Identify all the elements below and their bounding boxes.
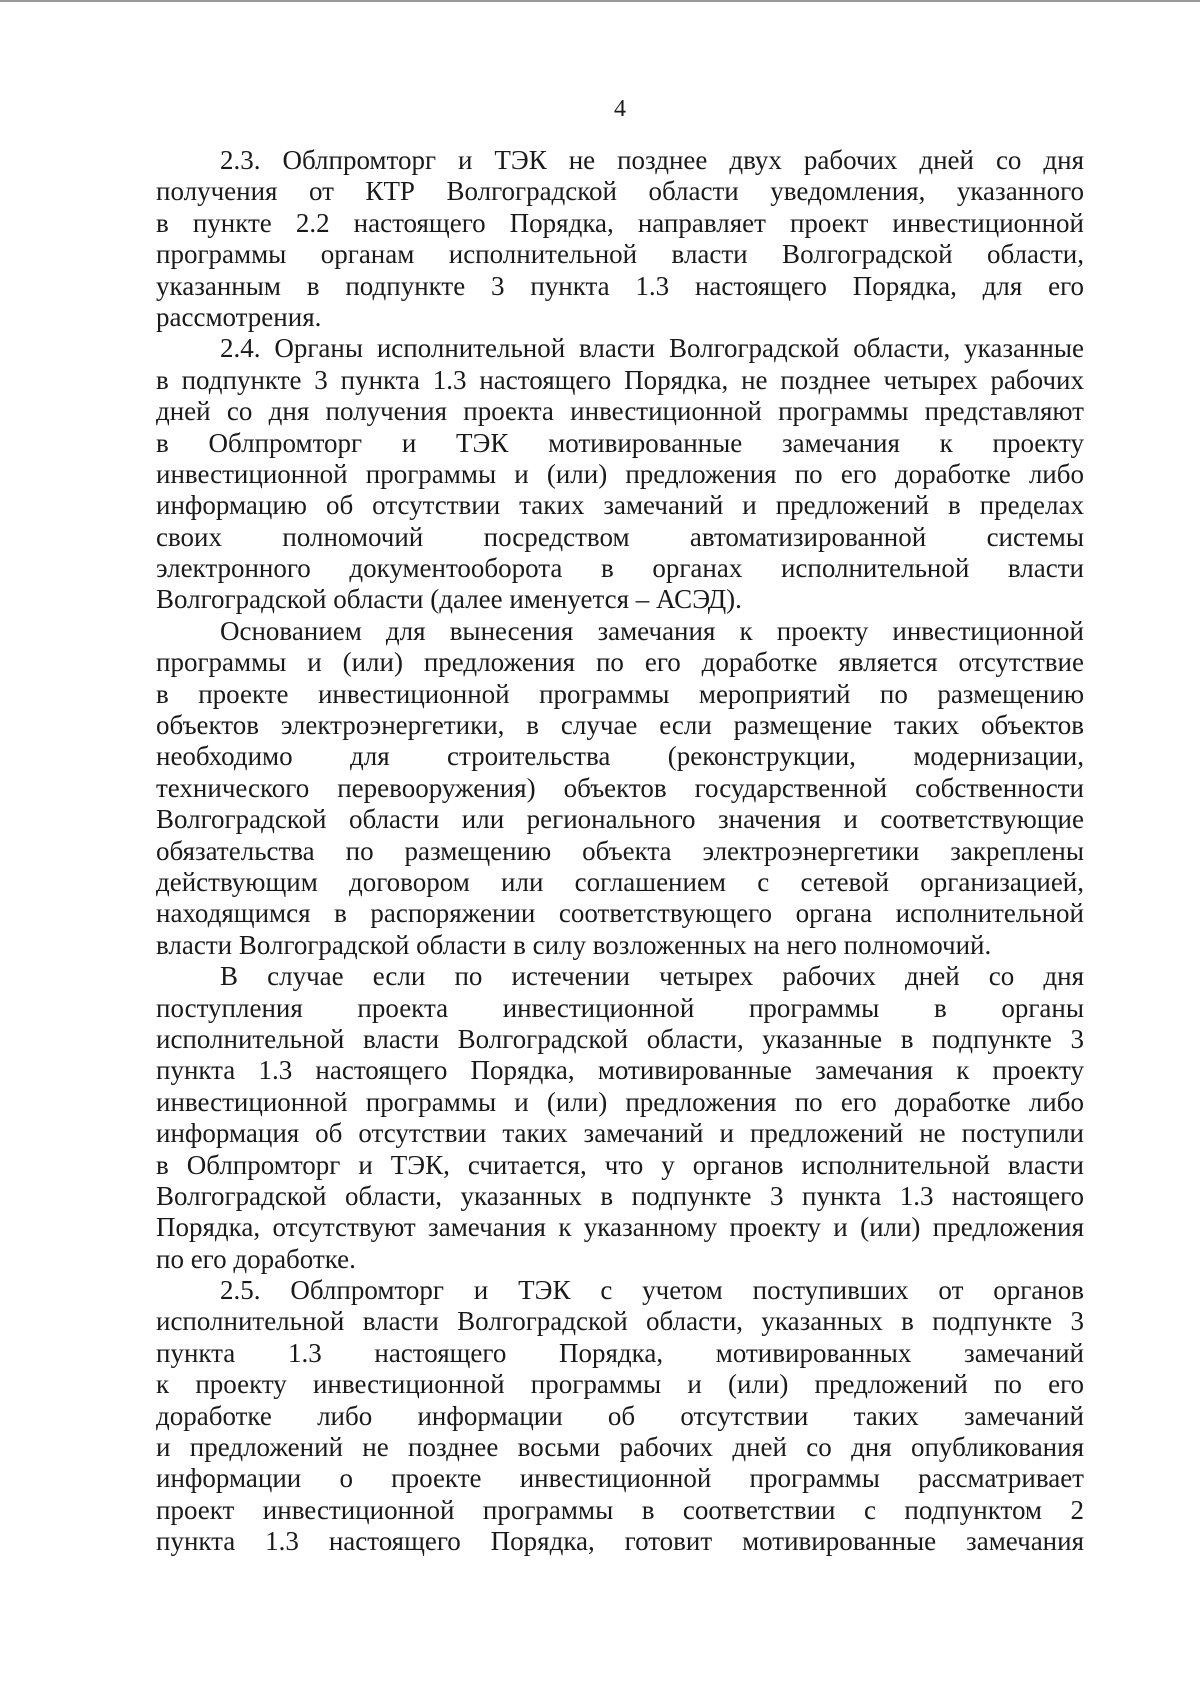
text-line: дней со дня получения проекта инвестиционной программы представляют	[156, 396, 1084, 427]
text-line: необходимо для строительства (реконструкции, модернизации,	[156, 741, 1084, 772]
document-body	[156, 145, 1084, 1558]
text-line: и предложений не позднее восьми рабочих дней со дня опубликования	[156, 1432, 1084, 1463]
text-line: указанным в подпункте 3 пункта 1.3 настоящего Порядка, для его	[156, 270, 1084, 301]
text-line: получения от КТР Волгоградской области уведомления, указанного	[156, 176, 1084, 207]
text-line: электронного документооборота в органах исполнительной власти	[156, 553, 1084, 584]
text-line: Порядка, отсутствуют замечания к указанному проекту и (или) предложения	[156, 1212, 1084, 1243]
text-line: власти Волгоградской области в силу возложенных на него полномочий.	[156, 929, 992, 960]
text-line: доработке либо информации об отсутствии таких замечаний	[156, 1400, 1084, 1431]
text-line: пункта 1.3 настоящего Порядка, готовит мотивированные замечания	[156, 1526, 1084, 1557]
page-number: 4	[614, 96, 626, 122]
text-line: по его доработке.	[156, 1243, 356, 1274]
text-line: 2.4. Органы исполнительной власти Волгоградской области, указанные	[220, 333, 1084, 364]
text-line: находящимся в распоряжении соответствующего органа исполнительной	[156, 898, 1084, 929]
text-line: поступления проекта инвестиционной программы в органы	[156, 992, 1084, 1023]
text-line: инвестиционной программы и (или) предложения по его доработке либо	[156, 458, 1084, 489]
text-line: программы и (или) предложения по его доработке является отсутствие	[156, 647, 1084, 678]
text-line: в Облпромторг и ТЭК, считается, что у органов исполнительной власти	[156, 1149, 1084, 1180]
text-line: своих полномочий посредством автоматизированной системы	[156, 521, 1084, 552]
text-line: проект инвестиционной программы в соответствии с подпунктом 2	[156, 1494, 1084, 1525]
text-line: объектов электроэнергетики, в случае если размещение таких объектов	[156, 710, 1084, 741]
text-line: 2.5. Облпромторг и ТЭК с учетом поступивших от органов	[220, 1275, 1084, 1306]
text-line: в Облпромторг и ТЭК мотивированные замечания к проекту	[156, 427, 1084, 458]
text-line: исполнительной власти Волгоградской области, указанные в подпункте 3	[156, 1023, 1084, 1054]
text-line: действующим договором или соглашением с сетевой организацией,	[156, 866, 1084, 897]
text-line: в подпункте 3 пункта 1.3 настоящего Порядка, не позднее четырех рабочих	[156, 364, 1084, 395]
text-line: в пункте 2.2 настоящего Порядка, направляет проект инвестиционной	[156, 207, 1084, 238]
text-line: пункта 1.3 настоящего Порядка, мотивированных замечаний	[156, 1337, 1084, 1368]
text-line: Волгоградской области или регионального значения и соответствующие	[156, 804, 1084, 835]
text-line: информация об отсутствии таких замечаний и предложений не поступили	[156, 1118, 1084, 1149]
text-line: Основанием для вынесения замечания к проекту инвестиционной	[220, 615, 1084, 646]
text-line: инвестиционной программы и (или) предложения по его доработке либо	[156, 1086, 1084, 1117]
text-line: исполнительной власти Волгоградской области, указанных в подпункте 3	[156, 1306, 1084, 1337]
text-line: технического перевооружения) объектов государственной собственности	[156, 772, 1084, 803]
text-line: рассмотрения.	[156, 301, 322, 332]
text-line: программы органам исполнительной власти Волгоградской области,	[156, 239, 1084, 270]
text-line: В случае если по истечении четырех рабочих дней со дня	[220, 961, 1084, 992]
text-line: Волгоградской области, указанных в подпункте 3 пункта 1.3 настоящего	[156, 1180, 1084, 1211]
text-line: обязательства по размещению объекта электроэнергетики закреплены	[156, 835, 1084, 866]
page-top-edge	[0, 0, 1200, 2]
text-line: 2.3. Облпромторг и ТЭК не позднее двух рабочих дней со дня	[220, 145, 1084, 175]
text-line: пункта 1.3 настоящего Порядка, мотивированные замечания к проекту	[156, 1055, 1084, 1086]
text-line: информацию об отсутствии таких замечаний и предложений в пределах	[156, 490, 1084, 521]
text-line: к проекту инвестиционной программы и (или) предложений по его	[156, 1369, 1084, 1400]
text-line: Волгоградской области (далее именуется – АСЭД).	[156, 584, 742, 615]
text-line: информации о проекте инвестиционной программы рассматривает	[156, 1463, 1084, 1494]
text-line: в проекте инвестиционной программы мероприятий по размещению	[156, 678, 1084, 709]
